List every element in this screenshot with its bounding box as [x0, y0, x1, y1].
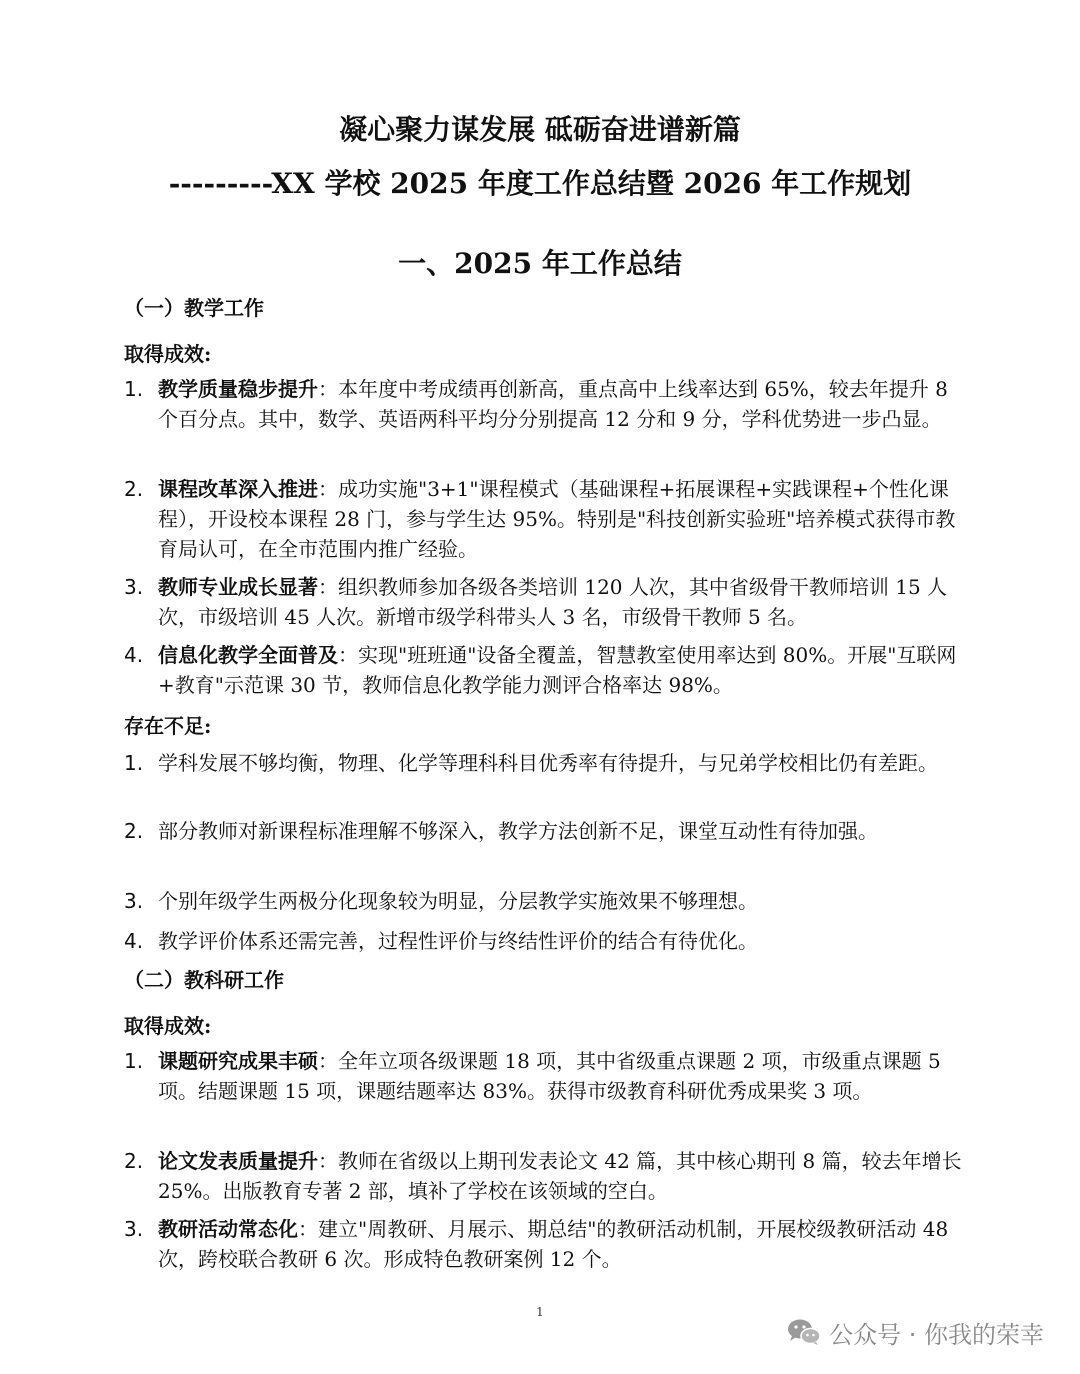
item-text: ：组织教师参加各级各类培训 120 人次，其中省级骨干教师培训 15 人次，市级培训 45 人次。新增市级学科带头人 3 名，市级骨干教师 5 名。 — [158, 575, 948, 629]
achievements-label: 取得成效: — [124, 1014, 212, 1038]
item-text: ：教师在省级以上期刊发表论文 42 篇，其中核心期刊 8 篇，较去年增长 25%。出版教育专著 2 部，填补了学校在该领域的空白。 — [158, 1149, 962, 1203]
list-item — [124, 1146, 964, 1206]
list-number: 1. — [124, 1049, 144, 1073]
list-number: 4. — [124, 929, 144, 953]
document-title: 凝心聚力谋发展 砥砺奋进谱新篇 — [339, 113, 741, 146]
part1-heading: 一、2025 年工作总结 — [398, 247, 682, 280]
list-item — [124, 1214, 964, 1274]
item-text: ：本年度中考成绩再创新高，重点高中上线率达到 65%，较去年提升 8 个百分点。其中，数学、英语两科平均分分别提高 12 分和 9 分，学科优势进一步凸显。 — [158, 377, 948, 431]
watermark — [787, 1314, 1044, 1350]
item-lead: 课题研究成果丰硕 — [158, 1049, 318, 1073]
item-lead: 信息化教学全面普及 — [158, 643, 338, 667]
item-text: ：成功实施"3+1"课程模式（基础课程+拓展课程+实践课程+个性化课程），开设校本课程 28 门，参与学生达 95%。特别是"科技创新实验班"培养模式获得市教育局认可，在全市范围内推广经验。 — [158, 477, 956, 561]
item-text: 个别年级学生两极分化现象较为明显，分层教学实施效果不够理想。 — [158, 889, 758, 913]
list-number: 2. — [124, 1149, 144, 1173]
wechat-icon — [787, 1318, 821, 1346]
list-item — [124, 1046, 964, 1106]
item-lead: 课程改革深入推进 — [158, 477, 318, 501]
watermark-text: 公众号 · 你我的荣幸 — [829, 1320, 1044, 1349]
item-lead: 论文发表质量提升 — [158, 1149, 318, 1173]
list-number: 1. — [124, 751, 144, 775]
list-number: 3. — [124, 889, 144, 913]
item-lead: 教师专业成长显著 — [158, 575, 318, 599]
list-item — [124, 816, 964, 846]
list-item — [124, 572, 964, 632]
section-teaching-heading: （一）教学工作 — [124, 296, 264, 320]
list-item — [124, 926, 964, 956]
item-text: 部分教师对新课程标准理解不够深入，教学方法创新不足，课堂互动性有待加强。 — [158, 819, 878, 843]
item-text: ：全年立项各级课题 18 项，其中省级重点课题 2 项，市级重点课题 5 项。结题课题 15 项，课题结题率达 83%。获得市级教育科研优秀成果奖 3 项。 — [158, 1049, 941, 1103]
list-number: 3. — [124, 575, 144, 599]
page-number: 1 — [536, 1305, 544, 1319]
item-text: 教学评价体系还需完善，过程性评价与终结性评价的结合有待优化。 — [158, 929, 758, 953]
item-lead: 教学质量稳步提升 — [158, 377, 318, 401]
section-research-heading: （二）教科研工作 — [124, 968, 284, 992]
item-text: ：实现"班班通"设备全覆盖，智慧教室使用率达到 80%。开展"互联网+教育"示范课 30 节，教师信息化教学能力测评合格率达 98%。 — [158, 643, 957, 697]
list-item — [124, 748, 964, 778]
list-item — [124, 640, 964, 700]
list-number: 4. — [124, 643, 144, 667]
list-number: 1. — [124, 377, 144, 401]
item-text: ：建立"周教研、月展示、期总结"的教研活动机制，开展校级教研活动 48 次，跨校联合教研 6 次。形成特色教研案例 12 个。 — [158, 1217, 949, 1271]
list-item — [124, 886, 964, 916]
shortcomings-label: 存在不足: — [124, 714, 212, 738]
achievements-label: 取得成效: — [124, 342, 212, 366]
item-text: 学科发展不够均衡，物理、化学等理科科目优秀率有待提升，与兄弟学校相比仍有差距。 — [158, 751, 938, 775]
list-item — [124, 474, 964, 564]
list-number: 2. — [124, 819, 144, 843]
list-number: 2. — [124, 477, 144, 501]
document-subtitle: ---------XX 学校 2025 年度工作总结暨 2026 年工作规划 — [168, 167, 912, 200]
item-lead: 教研活动常态化 — [158, 1217, 298, 1241]
list-item — [124, 374, 964, 434]
list-number: 3. — [124, 1217, 144, 1241]
